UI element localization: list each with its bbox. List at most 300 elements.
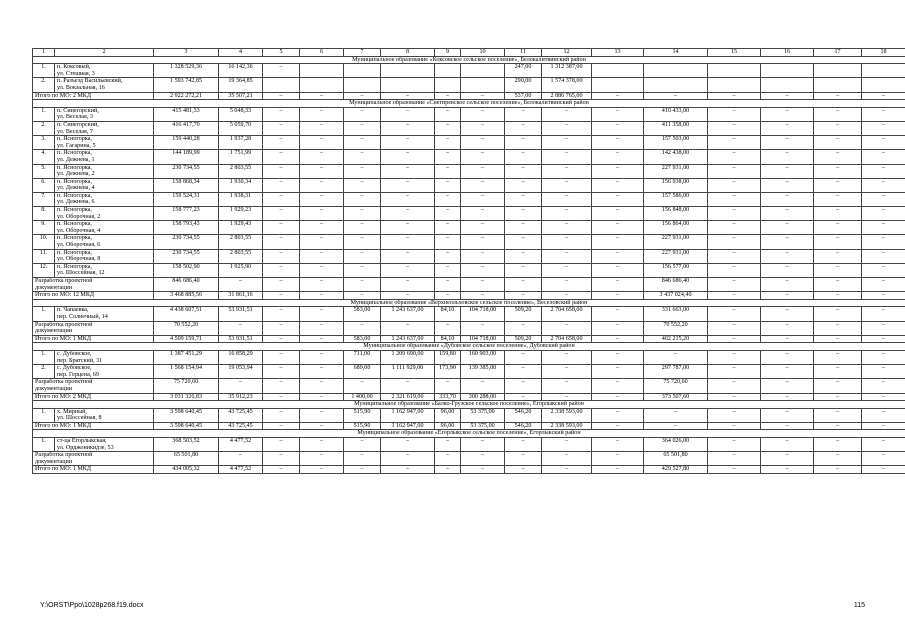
table-cell: 35 912,23 [219,393,263,401]
table-cell: – [761,335,814,343]
row-number: 12. [33,263,55,277]
row-label: Разработка проектной документации [33,379,154,393]
table-row [33,207,905,221]
table-cell: – [505,221,542,235]
table-cell: – [761,235,814,249]
table-cell: – [461,221,505,235]
table-cell: – [461,107,505,121]
table-cell: – [263,393,300,401]
table-cell: – [344,263,381,277]
table-cell: – [708,235,761,249]
table-cell: – [435,150,461,164]
table-cell: – [300,307,344,321]
table-cell: – [263,365,300,379]
table-cell: – [761,263,814,277]
table-cell [592,64,644,78]
table-cell: – [542,249,592,263]
table-cell: – [381,107,435,121]
row-label: Итого по МО: 1 МКД [33,422,154,430]
table-cell: 368 503,52 [154,438,219,452]
column-number-row [33,49,905,57]
table-cell: 515,90 [344,408,381,422]
table-cell: – [263,235,300,249]
table-cell: – [708,438,761,452]
table-cell: – [344,321,381,335]
table-cell: 1 162 947,00 [381,408,435,422]
table-cell: – [300,221,344,235]
table-cell: – [300,393,344,401]
table-cell: 429 527,80 [644,466,708,474]
table-cell: 415 481,33 [154,107,219,121]
table-cell: – [862,408,905,422]
table-cell: – [814,221,862,235]
table-cell: – [435,164,461,178]
total-row [33,393,905,401]
table-cell: 297 787,00 [644,365,708,379]
table-cell: – [761,207,814,221]
section-title: Муниципальное образование «Коксовское сельское поселение», Белокалитвинский район [33,56,905,64]
table-cell: 65 501,80 [154,452,219,466]
table-cell: – [814,192,862,206]
table-cell: – [300,107,344,121]
table-cell: – [505,178,542,192]
total-row [33,92,905,100]
row-number: 1. [33,438,55,452]
table-cell: – [263,408,300,422]
table-cell: – [344,278,381,292]
table-cell: 1 937,28 [219,136,263,150]
address-cell: п. Ясногорка, ул. Гагарина, 5 [55,136,154,150]
table-cell: 434 005,32 [154,466,219,474]
table-cell: – [862,307,905,321]
table-cell: – [708,422,761,430]
table-cell: – [592,365,644,379]
table-cell: – [300,136,344,150]
table-cell [461,64,505,78]
row-label: Разработка проектной документации [33,452,154,466]
table-cell: – [505,321,542,335]
table-row [33,408,905,422]
table-cell: 247,00 [505,64,542,78]
table-cell: 411 358,00 [644,121,708,135]
table-cell: – [461,263,505,277]
table-cell: 689,00 [344,365,381,379]
table-cell: – [300,466,344,474]
table-cell: – [435,379,461,393]
table-cell: – [505,136,542,150]
table-cell: – [300,452,344,466]
table-cell: – [505,121,542,135]
table-cell: – [862,107,905,121]
table-cell: 158 793,43 [154,221,219,235]
row-number: 10. [33,235,55,249]
table-cell: 1 111 929,00 [381,365,435,379]
table-cell: 1 312 387,00 [542,64,592,78]
row-number: 2. [33,365,55,379]
table-cell: – [435,136,461,150]
table-cell: – [708,408,761,422]
table-cell: 156 938,00 [644,178,708,192]
table-cell: – [862,466,905,474]
table-cell: 16 142,36 [219,64,263,78]
table-cell: – [592,452,644,466]
table-cell: – [862,150,905,164]
table-cell: – [708,221,761,235]
capital-repair-table [32,48,905,474]
table-row [33,263,905,277]
table-cell: – [862,452,905,466]
address-cell: п. Ясногорка, ул. Оборочная, 2 [55,207,154,221]
table-cell: – [542,121,592,135]
table-cell: – [542,278,592,292]
table-cell: – [300,365,344,379]
table-cell: 3 031 326,83 [154,393,219,401]
table-cell: – [505,452,542,466]
table-cell: – [862,321,905,335]
section-title: Муниципальное образование «Снегиревское сельское поселение», Белокалитвинский район [33,100,905,108]
table-cell: – [435,235,461,249]
table-row [33,121,905,135]
table-cell: 2 922 272,21 [154,92,219,100]
table-cell: 1 930,34 [219,178,263,192]
table-cell: – [761,307,814,321]
table-cell: – [435,92,461,100]
table-cell: 230 734,55 [154,249,219,263]
table-cell: – [263,321,300,335]
table-cell: – [862,136,905,150]
table-cell: 96,00 [435,422,461,430]
table-cell: – [761,365,814,379]
table-row [33,350,905,364]
table-cell: – [381,466,435,474]
address-cell: п. Чапаевка, пер. Солнечный, 14 [55,307,154,321]
table-cell: 711,00 [344,350,381,364]
table-cell: – [263,263,300,277]
table-cell: – [862,221,905,235]
address-cell: п. Коксовый, ул. Стешиая, 3 [55,64,154,78]
table-cell: – [461,207,505,221]
design-docs-row [33,452,905,466]
design-docs-row [33,321,905,335]
table-cell: – [381,235,435,249]
table-cell: – [761,178,814,192]
table-cell: 364 026,00 [644,438,708,452]
table-cell: 144 189,99 [154,150,219,164]
row-number: 2. [33,121,55,135]
table-cell: – [344,207,381,221]
table-cell: – [761,121,814,135]
table-cell: – [435,249,461,263]
table-cell: – [381,292,435,300]
table-cell: – [435,438,461,452]
table-cell: – [542,321,592,335]
table-row [33,307,905,321]
table-cell: 1 751,99 [219,150,263,164]
table-cell [344,78,381,92]
table-cell [862,78,905,92]
address-cell: п. Ясногорка, ул. Оборочная, 4 [55,221,154,235]
table-cell: 402 215,20 [644,335,708,343]
table-cell: – [592,335,644,343]
table-cell: – [761,221,814,235]
table-row [33,164,905,178]
table-cell: – [505,365,542,379]
table-cell: 75 720,60 [644,379,708,393]
table-cell: – [344,136,381,150]
address-cell: п. Ясногорка, ул. Дежнева, 6 [55,192,154,206]
table-cell: – [263,121,300,135]
table-cell: – [862,192,905,206]
table-cell: 416 417,70 [154,121,219,135]
table-cell: – [219,278,263,292]
table-cell: – [505,466,542,474]
table-cell: – [263,64,300,78]
table-cell: – [761,136,814,150]
row-label: Итого по МО: 2 МКД [33,393,154,401]
table-cell: – [644,422,708,430]
table-cell: 35 507,21 [219,92,263,100]
table-cell: – [644,408,708,422]
table-cell: – [708,335,761,343]
table-cell: – [435,121,461,135]
section-header-row [33,299,905,307]
row-number: 1. [33,307,55,321]
table-cell: – [461,178,505,192]
table-cell: – [505,379,542,393]
table-cell: – [592,150,644,164]
table-cell: – [505,235,542,249]
table-cell: 1 243 637,00 [381,307,435,321]
table-cell: – [461,249,505,263]
table-cell [761,64,814,78]
table-cell: 1 925,90 [219,263,263,277]
table-cell: – [461,136,505,150]
table-cell: – [761,393,814,401]
address-cell: с. Дубовское, пер. Братский, 31 [55,350,154,364]
table-cell: – [263,335,300,343]
table-cell: – [592,164,644,178]
table-cell: – [435,207,461,221]
table-cell: – [435,107,461,121]
table-cell: – [344,150,381,164]
table-cell: 53 931,51 [219,335,263,343]
table-cell: – [263,452,300,466]
table-cell: – [644,350,708,364]
table-cell: – [862,263,905,277]
table-cell: 3 598 640,45 [154,408,219,422]
row-label: Итого по МО: 1 МКД [33,335,154,343]
table-cell: 1 568 154,94 [154,365,219,379]
table-cell: – [542,438,592,452]
column-header: 11 [505,49,542,57]
table-cell: – [505,164,542,178]
table-cell: 2 704 658,00 [542,335,592,343]
table-cell: – [542,365,592,379]
table-cell: 333,70 [435,393,461,401]
table-cell: – [300,278,344,292]
table-cell: – [814,452,862,466]
table-cell: 1 938,31 [219,192,263,206]
table-cell: 65 501,80 [644,452,708,466]
table-cell: 230 734,55 [154,164,219,178]
table-cell: – [814,408,862,422]
table-cell: – [505,278,542,292]
table-cell: – [435,466,461,474]
table-cell: – [761,249,814,263]
total-row [33,335,905,343]
table-cell: 2 321 619,00 [381,393,435,401]
table-cell: – [542,393,592,401]
table-cell: – [435,192,461,206]
table-cell: – [219,452,263,466]
column-header: 4 [219,49,263,57]
table-cell: – [461,278,505,292]
table-cell: 227 931,00 [644,235,708,249]
table-cell: – [461,92,505,100]
table-cell: 160 903,00 [461,350,505,364]
table-cell: 16 858,29 [219,350,263,364]
table-cell: – [300,178,344,192]
table-cell: – [505,292,542,300]
table-cell: – [263,307,300,321]
table-cell: – [300,335,344,343]
table-cell: 4 477,52 [219,466,263,474]
table-cell: – [263,292,300,300]
table-cell: 70 552,20 [154,321,219,335]
table-cell: – [592,278,644,292]
table-cell: 1 929,43 [219,221,263,235]
table-cell: 159,80 [435,350,461,364]
row-number: 3. [33,136,55,150]
table-cell: 4 477,52 [219,438,263,452]
table-cell: – [542,452,592,466]
table-cell: – [300,164,344,178]
table-cell: – [862,422,905,430]
table-cell: – [263,207,300,221]
table-cell: 300 288,00 [461,393,505,401]
table-cell: – [542,235,592,249]
table-cell [300,78,344,92]
table-cell: – [263,422,300,430]
table-cell: – [592,207,644,221]
row-label: Итого по МО: 12 МКД [33,292,154,300]
table-cell: – [381,164,435,178]
section-header-row [33,56,905,64]
table-cell [300,64,344,78]
table-cell: – [381,178,435,192]
table-cell: – [542,136,592,150]
table-cell: – [814,249,862,263]
table-cell: – [263,192,300,206]
table-cell: – [461,164,505,178]
table-cell: – [592,178,644,192]
table-cell: – [592,249,644,263]
table-cell: 156 864,00 [644,221,708,235]
table-cell: – [761,452,814,466]
column-header: 17 [814,49,862,57]
table-cell: – [814,107,862,121]
table-cell: – [708,92,761,100]
table-cell: – [381,150,435,164]
table-cell: – [708,107,761,121]
table-cell: – [814,438,862,452]
table-cell: – [761,408,814,422]
address-cell: п. Разъезд Васильевский, ул. Вокзальная, 16 [55,78,154,92]
table-cell: – [761,321,814,335]
table-cell: 2 338 593,00 [542,422,592,430]
address-cell: п. Синегорский, ул. Веселая, 3 [55,107,154,121]
table-cell: – [814,178,862,192]
table-cell: – [344,292,381,300]
table-cell: – [761,292,814,300]
table-cell: – [708,136,761,150]
table-cell: – [381,207,435,221]
table-cell: – [300,263,344,277]
table-cell: 104 718,00 [461,335,505,343]
table-cell: – [862,365,905,379]
table-cell: 70 552,20 [644,321,708,335]
table-cell: 84,10 [435,307,461,321]
table-row [33,249,905,263]
table-cell: 157 586,00 [644,192,708,206]
table-cell: 1 243 637,00 [381,335,435,343]
table-cell: – [814,321,862,335]
table-cell [761,78,814,92]
table-cell: – [862,438,905,452]
total-row [33,422,905,430]
table-cell: 1 574 378,00 [542,78,592,92]
column-header: 2 [55,49,154,57]
table-row [33,136,905,150]
row-number: 4. [33,150,55,164]
address-cell: п. Ясногорка, ул. Оборочная, 6 [55,235,154,249]
table-cell: – [862,292,905,300]
table-cell: 84,10 [435,335,461,343]
table-cell: – [461,121,505,135]
table-cell: – [461,452,505,466]
column-header: 6 [300,49,344,57]
table-row [33,150,905,164]
table-cell: – [862,178,905,192]
table-cell: – [814,121,862,135]
table-cell: – [381,121,435,135]
table-cell: – [708,150,761,164]
table-cell: – [505,150,542,164]
table-cell: – [381,92,435,100]
table-cell: 2 803,55 [219,249,263,263]
table-cell: 1 209 690,00 [381,350,435,364]
table-cell: – [461,192,505,206]
table-cell: – [344,235,381,249]
table-cell: – [542,221,592,235]
table-cell: – [263,350,300,364]
table-cell: – [300,379,344,393]
table-cell: – [381,136,435,150]
column-header: 8 [381,49,435,57]
table-cell: 227 931,00 [644,164,708,178]
column-header: 9 [435,49,461,57]
address-cell: ст-ца Егорлыкская, ул. Орджоникидзе, 53 [55,438,154,452]
table-cell: 546,20 [505,408,542,422]
total-row [33,292,905,300]
table-cell: – [381,249,435,263]
table-cell: – [814,466,862,474]
table-cell: – [592,121,644,135]
table-cell: – [263,150,300,164]
table-cell: 509,20 [505,307,542,321]
table-cell [708,78,761,92]
table-cell: 96,00 [435,408,461,422]
